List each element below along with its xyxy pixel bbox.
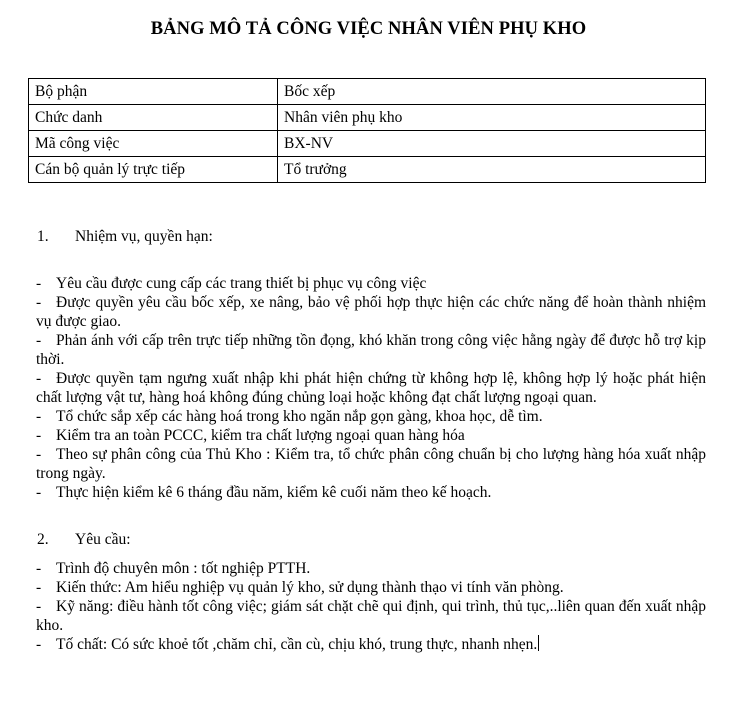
document-title: BẢNG MÔ TẢ CÔNG VIỆC NHÂN VIÊN PHỤ KHO <box>150 19 587 39</box>
duties-list <box>36 274 706 502</box>
section-number: 2. <box>37 531 49 548</box>
list-item: - Được quyền yêu cầu bốc xếp, xe nâng, bảo vệ phối hợp thực hiện các chức năng để hoàn thành nhiệm vụ được giao. <box>36 294 706 330</box>
table-row <box>29 131 706 157</box>
section-2-heading <box>37 530 131 549</box>
list-item: - Trình độ chuyên môn : tốt nghiệp PTTH. <box>36 560 311 577</box>
list-item: - Tố chất: Có sức khoẻ tốt ,chăm chỉ, cần cù, chịu khó, trung thực, nhanh nhẹn. <box>36 636 538 653</box>
list-item: - Yêu cầu được cung cấp các trang thiết bị phục vụ công việc <box>36 275 427 292</box>
list-item: - Theo sự phân công của Thủ Kho : Kiểm tra, tổ chức phân công chuẩn bị cho lượng hàng hóa xuất nhập trong ngày. <box>36 446 706 482</box>
department-value: Bốc xếp <box>278 79 706 105</box>
list-item: - Kiến thức: Am hiểu nghiệp vụ quản lý kho, sử dụng thành thạo vi tính văn phòng. <box>36 579 564 596</box>
table-row <box>29 157 706 183</box>
job-code-value: BX-NV <box>278 131 706 157</box>
table-row <box>29 105 706 131</box>
section-title: Nhiệm vụ, quyền hạn: <box>75 228 213 245</box>
direct-manager-label: Cán bộ quản lý trực tiếp <box>29 157 278 183</box>
list-item: - Kiểm tra an toàn PCCC, kiểm tra chất lượng ngoại quan hàng hóa <box>36 427 465 444</box>
job-code-label: Mã công việc <box>29 131 278 157</box>
section-title: Yêu cầu: <box>75 531 131 548</box>
list-item: - Được quyền tạm ngưng xuất nhập khi phát hiện chứng từ không hợp lệ, không hợp lý hoặc phát hiện chất lượng vật tư, hàng hoá không đúng chủng loại hoặc không đạt chất lượng ngoại quan. <box>36 370 706 406</box>
text-cursor <box>538 635 539 651</box>
job-title-label: Chức danh <box>29 105 278 131</box>
section-1-heading <box>37 227 213 246</box>
direct-manager-value: Tổ trưởng <box>278 157 706 183</box>
info-table <box>28 78 706 183</box>
list-item: - Phản ánh với cấp trên trực tiếp những tồn đọng, khó khăn trong công việc hằng ngày để được hỗ trợ kịp thời. <box>36 332 706 368</box>
requirements-list <box>36 559 706 654</box>
list-item: - Kỹ năng: điều hành tốt công việc; giám sát chặt chẽ qui định, qui trình, thủ tục,..liên quan đến xuất nhập kho. <box>36 598 706 634</box>
list-item: - Tổ chức sắp xếp các hàng hoá trong kho ngăn nắp gọn gàng, khoa học, dễ tìm. <box>36 408 543 425</box>
section-number: 1. <box>37 228 49 245</box>
list-item: - Thực hiện kiểm kê 6 tháng đầu năm, kiểm kê cuối năm theo kế hoạch. <box>36 484 492 501</box>
job-title-value: Nhân viên phụ kho <box>278 105 706 131</box>
department-label: Bộ phận <box>29 79 278 105</box>
table-row <box>29 79 706 105</box>
